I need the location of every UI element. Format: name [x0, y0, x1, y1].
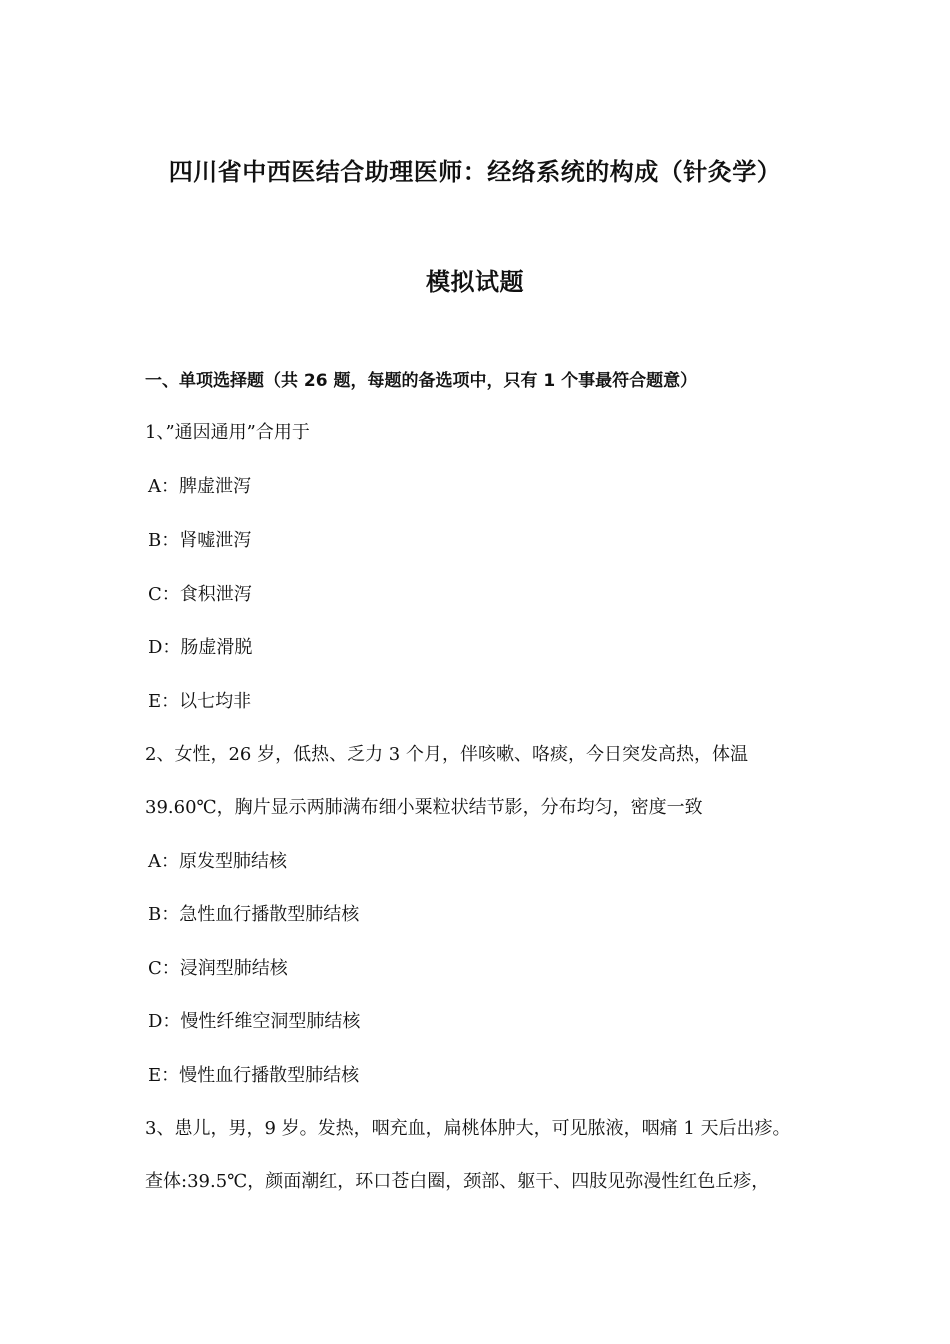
question-2-option-b: B：急性血行播散型肺结核	[148, 904, 360, 925]
question-2-stem-line-1: 2、女性，26 岁，低热、乏力 3 个月，伴咳嗽、咯痰，今日突发高热，体温	[145, 744, 748, 765]
question-2-option-c: C：浸润型肺结核	[148, 958, 288, 979]
document-title-line-1: 四川省中西医结合助理医师：经络系统的构成（针灸学）	[168, 158, 782, 186]
question-3-stem-line-1: 3、患儿，男，9 岁。发热，咽充血，扁桃体肿大，可见脓液，咽痛 1 天后出疹。	[145, 1118, 791, 1139]
question-2-stem-line-2: 39.60℃，胸片显示两肺满布细小粟粒状结节影，分布均匀，密度一致	[145, 797, 703, 818]
question-1-option-e: E：以七均非	[148, 691, 252, 712]
document-title-line-2: 模拟试题	[426, 268, 524, 296]
question-2-option-e: E：慢性血行播散型肺结核	[148, 1065, 360, 1086]
question-2-option-a: A：原发型肺结核	[148, 851, 287, 872]
question-1-option-c: C：食积泄泻	[148, 584, 252, 605]
question-1-option-d: D：肠虚滑脱	[148, 637, 253, 658]
question-1-option-a: A：脾虚泄泻	[148, 476, 251, 497]
question-1-option-b: B：肾嘘泄泻	[148, 530, 252, 551]
question-1-stem: 1、”通因通用”合用于	[145, 422, 310, 443]
question-2-option-d: D：慢性纤维空洞型肺结核	[148, 1011, 361, 1032]
section-heading: 一、单项选择题（共 26 题，每题的备选项中，只有 1 个事最符合题意）	[145, 371, 698, 391]
question-3-stem-line-2: 查体:39.5℃，颜面潮红，环口苍白圈，颈部、躯干、四肢见弥漫性红色丘疹，	[145, 1171, 770, 1192]
